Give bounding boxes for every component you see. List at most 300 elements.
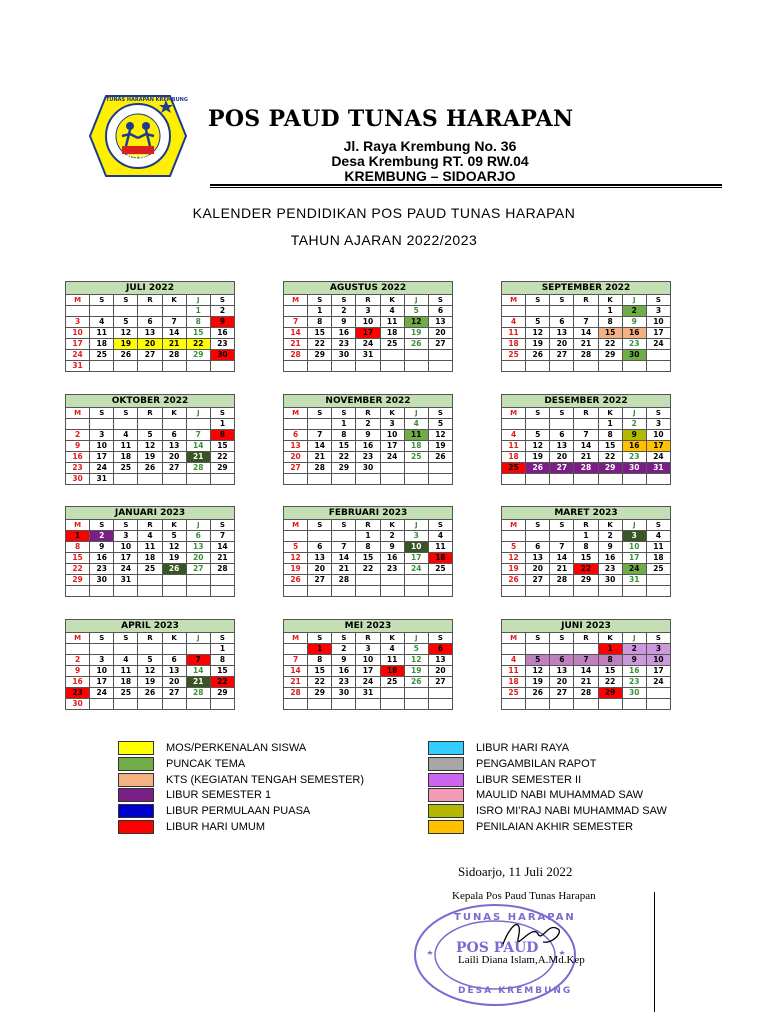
day-cell: 11 bbox=[138, 542, 162, 553]
day-cell: 5 bbox=[502, 542, 526, 553]
day-cell bbox=[114, 586, 138, 597]
day-cell: 13 bbox=[162, 666, 186, 677]
month-calendar bbox=[501, 506, 671, 597]
day-cell: 12 bbox=[428, 430, 452, 441]
day-header: S bbox=[550, 633, 574, 644]
month-title: FEBRUARI 2023 bbox=[284, 507, 453, 520]
day-cell: 12 bbox=[526, 441, 550, 452]
day-cell bbox=[186, 361, 210, 372]
day-cell bbox=[308, 531, 332, 542]
day-cell: 2 bbox=[622, 644, 646, 655]
day-cell: 10 bbox=[356, 655, 380, 666]
day-cell bbox=[210, 361, 234, 372]
day-cell: 31 bbox=[646, 463, 670, 474]
day-cell: 7 bbox=[186, 430, 210, 441]
day-cell: 16 bbox=[90, 553, 114, 564]
day-cell bbox=[550, 361, 574, 372]
legend-swatch bbox=[118, 804, 154, 818]
day-cell: 30 bbox=[66, 474, 90, 485]
day-header: S bbox=[90, 520, 114, 531]
day-cell bbox=[502, 531, 526, 542]
day-header: M bbox=[502, 408, 526, 419]
day-cell: 26 bbox=[284, 575, 308, 586]
day-cell bbox=[356, 474, 380, 485]
day-cell: 17 bbox=[404, 553, 428, 564]
day-cell bbox=[356, 699, 380, 710]
day-cell bbox=[332, 586, 356, 597]
day-cell: 28 bbox=[574, 463, 598, 474]
day-cell bbox=[308, 361, 332, 372]
day-cell bbox=[332, 474, 356, 485]
month-calendar bbox=[65, 394, 235, 485]
day-cell: 3 bbox=[356, 306, 380, 317]
day-cell: 26 bbox=[526, 688, 550, 699]
day-cell: 27 bbox=[308, 575, 332, 586]
legend-swatch bbox=[118, 757, 154, 771]
day-header: J bbox=[186, 408, 210, 419]
day-cell bbox=[646, 350, 670, 361]
day-cell: 4 bbox=[114, 655, 138, 666]
day-cell: 14 bbox=[284, 666, 308, 677]
day-cell bbox=[380, 688, 404, 699]
day-header: R bbox=[574, 520, 598, 531]
day-cell: 30 bbox=[332, 350, 356, 361]
day-cell: 6 bbox=[550, 655, 574, 666]
day-header: S bbox=[646, 520, 670, 531]
day-cell bbox=[284, 474, 308, 485]
day-cell: 4 bbox=[380, 306, 404, 317]
day-cell: 20 bbox=[308, 564, 332, 575]
day-cell: 18 bbox=[404, 441, 428, 452]
day-cell bbox=[162, 586, 186, 597]
day-cell: 20 bbox=[138, 339, 162, 350]
day-header: J bbox=[404, 408, 428, 419]
header-rule-thin bbox=[210, 187, 722, 188]
day-cell: 25 bbox=[380, 677, 404, 688]
day-cell: 31 bbox=[356, 350, 380, 361]
day-cell: 19 bbox=[404, 328, 428, 339]
day-cell: 21 bbox=[186, 452, 210, 463]
day-cell: 10 bbox=[404, 542, 428, 553]
day-cell: 1 bbox=[308, 644, 332, 655]
day-cell: 24 bbox=[380, 452, 404, 463]
day-cell: 15 bbox=[308, 328, 332, 339]
day-cell bbox=[428, 463, 452, 474]
day-cell: 20 bbox=[162, 677, 186, 688]
day-cell: 17 bbox=[66, 339, 90, 350]
day-header: J bbox=[622, 295, 646, 306]
day-cell: 11 bbox=[380, 317, 404, 328]
day-cell: 20 bbox=[162, 452, 186, 463]
day-cell: 22 bbox=[66, 564, 90, 575]
legend-label: PENILAIAN AKHIR SEMESTER bbox=[476, 821, 634, 833]
day-cell: 3 bbox=[66, 317, 90, 328]
day-cell: 8 bbox=[574, 542, 598, 553]
legend-label: MAULID NABI MUHAMMAD SAW bbox=[476, 789, 644, 802]
month-calendar bbox=[65, 506, 235, 597]
legend-swatch bbox=[118, 773, 154, 787]
day-header: S bbox=[332, 408, 356, 419]
day-cell bbox=[598, 586, 622, 597]
day-cell bbox=[428, 350, 452, 361]
academic-year: TAHUN AJARAN 2022/2023 bbox=[290, 232, 478, 248]
day-header: J bbox=[622, 520, 646, 531]
day-cell: 17 bbox=[380, 441, 404, 452]
day-header: R bbox=[574, 633, 598, 644]
day-cell: 17 bbox=[646, 666, 670, 677]
day-header: S bbox=[646, 633, 670, 644]
day-cell: 10 bbox=[90, 441, 114, 452]
legend-label: LIBUR HARI RAYA bbox=[476, 742, 570, 754]
month-calendar bbox=[283, 394, 453, 485]
day-cell: 10 bbox=[356, 317, 380, 328]
day-cell: 2 bbox=[598, 531, 622, 542]
day-cell: 11 bbox=[404, 430, 428, 441]
day-cell: 25 bbox=[428, 564, 452, 575]
day-header: K bbox=[162, 633, 186, 644]
day-cell: 8 bbox=[598, 655, 622, 666]
day-cell: 15 bbox=[598, 441, 622, 452]
day-cell: 10 bbox=[646, 317, 670, 328]
day-cell: 12 bbox=[404, 655, 428, 666]
day-cell bbox=[284, 419, 308, 430]
day-cell: 28 bbox=[574, 688, 598, 699]
legend-swatch bbox=[428, 773, 464, 787]
month-calendar bbox=[283, 281, 453, 372]
day-cell bbox=[308, 474, 332, 485]
day-cell bbox=[404, 586, 428, 597]
legend-label: MOS/PERKENALAN SISWA bbox=[166, 742, 307, 754]
day-cell: 29 bbox=[598, 463, 622, 474]
day-cell bbox=[90, 361, 114, 372]
month-title: OKTOBER 2022 bbox=[66, 395, 235, 408]
month-title: MEI 2023 bbox=[284, 620, 453, 633]
day-cell: 24 bbox=[622, 564, 646, 575]
day-cell: 29 bbox=[186, 350, 210, 361]
day-cell bbox=[574, 306, 598, 317]
legend-label: PENGAMBILAN RAPOT bbox=[476, 757, 597, 770]
day-cell bbox=[380, 699, 404, 710]
day-cell: 16 bbox=[622, 441, 646, 452]
day-cell bbox=[404, 699, 428, 710]
day-cell: 6 bbox=[550, 317, 574, 328]
day-cell bbox=[550, 474, 574, 485]
day-cell bbox=[574, 699, 598, 710]
day-cell: 27 bbox=[428, 339, 452, 350]
legend-swatch bbox=[118, 741, 154, 755]
day-cell: 7 bbox=[574, 430, 598, 441]
day-header: R bbox=[138, 633, 162, 644]
day-cell: 22 bbox=[598, 339, 622, 350]
day-header: M bbox=[502, 295, 526, 306]
day-header: J bbox=[622, 633, 646, 644]
day-cell: 30 bbox=[66, 699, 90, 710]
day-cell: 12 bbox=[526, 666, 550, 677]
day-cell: 16 bbox=[66, 677, 90, 688]
day-header: J bbox=[404, 520, 428, 531]
day-header: R bbox=[574, 408, 598, 419]
day-cell: 23 bbox=[356, 452, 380, 463]
day-cell: 28 bbox=[162, 350, 186, 361]
day-cell: 10 bbox=[646, 655, 670, 666]
day-cell: 19 bbox=[138, 452, 162, 463]
day-cell: 12 bbox=[138, 441, 162, 452]
legend-label: LIBUR SEMESTER 1 bbox=[166, 789, 272, 802]
day-cell: 7 bbox=[210, 531, 234, 542]
day-cell: 4 bbox=[502, 317, 526, 328]
day-cell: 22 bbox=[186, 339, 210, 350]
day-header: R bbox=[138, 520, 162, 531]
day-cell: 14 bbox=[574, 441, 598, 452]
day-cell: 17 bbox=[646, 441, 670, 452]
day-cell: 17 bbox=[90, 677, 114, 688]
day-cell: 17 bbox=[356, 666, 380, 677]
day-header: S bbox=[210, 520, 234, 531]
day-cell bbox=[90, 644, 114, 655]
day-header: K bbox=[598, 633, 622, 644]
day-cell: 19 bbox=[284, 564, 308, 575]
day-header: S bbox=[308, 633, 332, 644]
day-cell bbox=[138, 644, 162, 655]
day-cell bbox=[622, 586, 646, 597]
day-header: S bbox=[210, 295, 234, 306]
day-cell: 13 bbox=[550, 328, 574, 339]
day-cell: 29 bbox=[598, 688, 622, 699]
address-line-1: Jl. Raya Krembung No. 36 bbox=[343, 138, 517, 154]
day-cell bbox=[526, 531, 550, 542]
day-cell: 16 bbox=[622, 328, 646, 339]
day-cell: 17 bbox=[646, 328, 670, 339]
day-cell bbox=[162, 644, 186, 655]
day-cell bbox=[574, 644, 598, 655]
day-header: K bbox=[162, 295, 186, 306]
day-header: R bbox=[356, 408, 380, 419]
day-cell: 24 bbox=[66, 350, 90, 361]
day-cell bbox=[646, 474, 670, 485]
day-cell: 5 bbox=[404, 306, 428, 317]
day-cell: 27 bbox=[550, 463, 574, 474]
day-header: S bbox=[90, 408, 114, 419]
day-cell: 8 bbox=[308, 317, 332, 328]
day-cell: 9 bbox=[66, 666, 90, 677]
day-header: S bbox=[428, 520, 452, 531]
day-cell: 29 bbox=[210, 688, 234, 699]
day-cell: 14 bbox=[574, 328, 598, 339]
day-cell: 27 bbox=[284, 463, 308, 474]
day-cell bbox=[622, 361, 646, 372]
day-cell: 6 bbox=[162, 430, 186, 441]
legend-swatch bbox=[428, 788, 464, 802]
day-header: S bbox=[332, 295, 356, 306]
day-cell bbox=[502, 474, 526, 485]
day-cell: 16 bbox=[210, 328, 234, 339]
day-cell: 9 bbox=[210, 317, 234, 328]
day-cell: 4 bbox=[502, 655, 526, 666]
day-cell bbox=[380, 474, 404, 485]
day-header: S bbox=[114, 520, 138, 531]
day-cell: 4 bbox=[90, 317, 114, 328]
month-calendar bbox=[501, 394, 671, 485]
day-cell: 8 bbox=[332, 430, 356, 441]
day-cell: 22 bbox=[574, 564, 598, 575]
day-cell: 7 bbox=[284, 655, 308, 666]
day-cell: 20 bbox=[428, 328, 452, 339]
day-cell: 18 bbox=[380, 666, 404, 677]
day-cell bbox=[284, 531, 308, 542]
day-cell: 21 bbox=[574, 339, 598, 350]
day-cell: 15 bbox=[186, 328, 210, 339]
day-cell bbox=[308, 419, 332, 430]
day-cell: 8 bbox=[186, 317, 210, 328]
day-cell: 26 bbox=[138, 688, 162, 699]
day-header: S bbox=[428, 295, 452, 306]
day-cell: 21 bbox=[308, 452, 332, 463]
day-cell: 11 bbox=[646, 542, 670, 553]
day-cell: 29 bbox=[210, 463, 234, 474]
day-cell bbox=[138, 306, 162, 317]
day-cell: 14 bbox=[308, 441, 332, 452]
day-header: S bbox=[332, 633, 356, 644]
day-cell: 13 bbox=[162, 441, 186, 452]
day-cell: 5 bbox=[138, 430, 162, 441]
day-cell bbox=[550, 699, 574, 710]
day-cell: 14 bbox=[332, 553, 356, 564]
day-cell: 27 bbox=[162, 688, 186, 699]
day-cell bbox=[210, 474, 234, 485]
day-cell bbox=[186, 644, 210, 655]
day-cell: 1 bbox=[210, 419, 234, 430]
day-cell: 4 bbox=[380, 644, 404, 655]
day-cell: 4 bbox=[502, 430, 526, 441]
day-cell: 19 bbox=[502, 564, 526, 575]
day-cell bbox=[380, 575, 404, 586]
day-cell bbox=[574, 586, 598, 597]
day-cell: 24 bbox=[646, 339, 670, 350]
day-cell: 3 bbox=[90, 430, 114, 441]
day-cell bbox=[90, 586, 114, 597]
day-cell: 5 bbox=[526, 317, 550, 328]
day-cell bbox=[162, 575, 186, 586]
day-cell: 25 bbox=[90, 350, 114, 361]
day-cell bbox=[162, 419, 186, 430]
day-cell: 20 bbox=[550, 452, 574, 463]
day-cell: 2 bbox=[380, 531, 404, 542]
day-cell: 23 bbox=[332, 677, 356, 688]
day-cell: 25 bbox=[404, 452, 428, 463]
day-cell: 9 bbox=[90, 542, 114, 553]
day-cell: 12 bbox=[526, 328, 550, 339]
day-header: S bbox=[114, 408, 138, 419]
day-cell: 24 bbox=[356, 677, 380, 688]
day-cell bbox=[186, 586, 210, 597]
day-cell: 20 bbox=[284, 452, 308, 463]
day-cell: 11 bbox=[428, 542, 452, 553]
day-cell: 26 bbox=[162, 564, 186, 575]
logo-text: TUNAS HARAPAN KREMBUNG bbox=[106, 97, 188, 103]
day-cell: 21 bbox=[186, 677, 210, 688]
day-cell: 2 bbox=[66, 430, 90, 441]
day-cell: 19 bbox=[526, 339, 550, 350]
day-cell: 19 bbox=[428, 441, 452, 452]
day-cell bbox=[162, 361, 186, 372]
day-cell: 13 bbox=[138, 328, 162, 339]
day-header: R bbox=[138, 295, 162, 306]
day-cell: 15 bbox=[356, 553, 380, 564]
day-header: R bbox=[138, 408, 162, 419]
day-cell bbox=[380, 350, 404, 361]
day-cell: 1 bbox=[598, 419, 622, 430]
day-cell: 31 bbox=[356, 688, 380, 699]
day-cell: 23 bbox=[622, 677, 646, 688]
day-cell: 19 bbox=[138, 677, 162, 688]
day-cell: 2 bbox=[210, 306, 234, 317]
day-cell bbox=[550, 531, 574, 542]
day-cell: 30 bbox=[622, 688, 646, 699]
day-header: M bbox=[66, 408, 90, 419]
day-cell: 16 bbox=[356, 441, 380, 452]
day-cell: 26 bbox=[404, 677, 428, 688]
day-header: S bbox=[90, 295, 114, 306]
day-cell bbox=[428, 474, 452, 485]
day-header: S bbox=[550, 520, 574, 531]
day-header: J bbox=[404, 295, 428, 306]
day-cell: 28 bbox=[186, 688, 210, 699]
day-cell: 16 bbox=[332, 328, 356, 339]
day-cell: 10 bbox=[90, 666, 114, 677]
day-cell: 12 bbox=[138, 666, 162, 677]
day-header: S bbox=[332, 520, 356, 531]
day-cell: 29 bbox=[308, 350, 332, 361]
day-cell bbox=[138, 361, 162, 372]
day-cell: 27 bbox=[138, 350, 162, 361]
day-cell: 7 bbox=[332, 542, 356, 553]
day-cell bbox=[210, 586, 234, 597]
day-cell: 21 bbox=[284, 339, 308, 350]
day-cell: 25 bbox=[138, 564, 162, 575]
day-cell bbox=[428, 688, 452, 699]
month-title: APRIL 2023 bbox=[66, 620, 235, 633]
day-cell: 13 bbox=[526, 553, 550, 564]
day-header: R bbox=[356, 295, 380, 306]
day-cell bbox=[598, 361, 622, 372]
legend-swatch bbox=[428, 741, 464, 755]
day-cell bbox=[550, 586, 574, 597]
day-cell: 25 bbox=[502, 463, 526, 474]
day-cell: 27 bbox=[550, 350, 574, 361]
day-cell: 19 bbox=[162, 553, 186, 564]
day-cell bbox=[404, 463, 428, 474]
day-cell: 18 bbox=[138, 553, 162, 564]
day-header: K bbox=[380, 520, 404, 531]
day-cell: 11 bbox=[502, 441, 526, 452]
day-cell bbox=[114, 361, 138, 372]
day-header: S bbox=[550, 295, 574, 306]
day-cell bbox=[646, 699, 670, 710]
legend-swatch bbox=[428, 757, 464, 771]
day-cell bbox=[308, 586, 332, 597]
day-cell: 2 bbox=[90, 531, 114, 542]
legend-label: KTS (KEGIATAN TENGAH SEMESTER) bbox=[166, 773, 365, 786]
day-cell: 6 bbox=[550, 430, 574, 441]
day-cell bbox=[526, 699, 550, 710]
day-cell: 23 bbox=[66, 463, 90, 474]
day-cell: 2 bbox=[622, 306, 646, 317]
day-cell: 9 bbox=[622, 655, 646, 666]
day-cell bbox=[526, 361, 550, 372]
day-cell bbox=[356, 586, 380, 597]
day-header: S bbox=[308, 520, 332, 531]
day-cell: 24 bbox=[90, 463, 114, 474]
